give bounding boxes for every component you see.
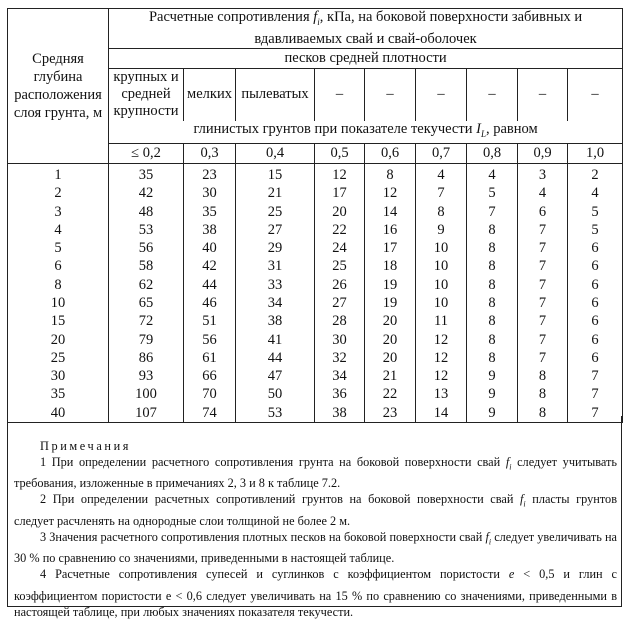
value-cell: 21 <box>236 184 315 202</box>
value-cell: 47 <box>236 367 315 385</box>
note-text: 4 Расчетные сопротивления супесей и суглинков с коэффициентом пористости <box>40 567 509 582</box>
value-cell: 7 <box>518 349 568 367</box>
value-cell: 42 <box>184 257 236 275</box>
value-cell: 6 <box>568 239 623 257</box>
value-cell: 19 <box>365 276 416 294</box>
note-subscript: i <box>509 462 512 472</box>
note-symbol: e <box>508 567 515 582</box>
value-cell: 19 <box>365 294 416 312</box>
title-text: Расчетные сопротивления <box>148 9 314 25</box>
liquidity-index-header: 0,3 <box>184 143 236 163</box>
value-cell: 14 <box>416 404 467 423</box>
value-cell: 27 <box>236 221 315 239</box>
note-item <box>14 491 617 528</box>
value-cell: 31 <box>236 257 315 275</box>
depth-cell: 25 <box>8 349 109 367</box>
value-cell: 29 <box>236 239 315 257</box>
value-cell: 53 <box>109 221 184 239</box>
value-cell: 7 <box>568 367 623 385</box>
table-row <box>8 312 623 330</box>
value-cell: 7 <box>518 312 568 330</box>
value-cell: 7 <box>568 385 623 403</box>
value-cell: 56 <box>184 330 236 348</box>
value-cell: 38 <box>184 221 236 239</box>
value-cell: 6 <box>568 312 623 330</box>
note-text: 3 Значения расчетного сопротивления плотных песков на боковой поверхности свай <box>40 529 486 544</box>
clay-symbol: I <box>476 120 481 137</box>
value-cell: 34 <box>315 367 365 385</box>
value-cell: 36 <box>315 385 365 403</box>
value-cell: 40 <box>184 239 236 257</box>
value-cell: 23 <box>365 404 416 423</box>
notes-section <box>7 416 622 619</box>
value-cell: 107 <box>109 404 184 423</box>
table-row <box>8 202 623 220</box>
value-cell: 7 <box>416 184 467 202</box>
value-cell: 38 <box>236 312 315 330</box>
depth-cell: 2 <box>8 184 109 202</box>
value-cell: 15 <box>236 163 315 184</box>
table-row <box>8 349 623 367</box>
depth-cell: 15 <box>8 312 109 330</box>
value-cell: 25 <box>236 202 315 220</box>
table-row <box>8 294 623 312</box>
sand-group-header: песков средней плотности <box>109 48 623 68</box>
value-cell: 6 <box>568 330 623 348</box>
value-cell: 8 <box>365 163 416 184</box>
depth-cell: 4 <box>8 221 109 239</box>
value-cell: 7 <box>518 294 568 312</box>
note-symbol: f <box>520 492 524 507</box>
value-cell: 20 <box>365 330 416 348</box>
value-cell: 13 <box>416 385 467 403</box>
value-cell: 21 <box>365 367 416 385</box>
value-cell: 7 <box>518 276 568 294</box>
table-row <box>8 257 623 275</box>
value-cell: 27 <box>315 294 365 312</box>
value-cell: 4 <box>467 163 518 184</box>
table-row <box>8 239 623 257</box>
depth-cell: 35 <box>8 385 109 403</box>
sand-type-header: – <box>467 68 518 121</box>
sand-type-header: – <box>416 68 467 121</box>
value-cell: 35 <box>109 163 184 184</box>
value-cell: 7 <box>518 330 568 348</box>
value-cell: 5 <box>568 202 623 220</box>
table-row <box>8 163 623 184</box>
value-cell: 44 <box>184 276 236 294</box>
value-cell: 50 <box>236 385 315 403</box>
notes-title: Примечания <box>40 439 132 453</box>
clay-group-header <box>109 121 623 143</box>
value-cell: 17 <box>315 184 365 202</box>
table-row <box>8 385 623 403</box>
value-cell: 32 <box>315 349 365 367</box>
sand-type-header: – <box>518 68 568 121</box>
depth-cell: 20 <box>8 330 109 348</box>
table-row <box>8 221 623 239</box>
value-cell: 14 <box>365 202 416 220</box>
value-cell: 62 <box>109 276 184 294</box>
value-cell: 74 <box>184 404 236 423</box>
value-cell: 4 <box>518 184 568 202</box>
value-cell: 9 <box>467 385 518 403</box>
value-cell: 12 <box>315 163 365 184</box>
value-cell: 20 <box>365 312 416 330</box>
value-cell: 6 <box>568 257 623 275</box>
value-cell: 70 <box>184 385 236 403</box>
value-cell: 10 <box>416 294 467 312</box>
note-item <box>14 566 617 619</box>
value-cell: 2 <box>568 163 623 184</box>
value-cell: 8 <box>467 330 518 348</box>
value-cell: 8 <box>467 239 518 257</box>
value-cell: 11 <box>416 312 467 330</box>
title-subscript: i <box>317 16 320 27</box>
depth-cell: 8 <box>8 276 109 294</box>
value-cell: 8 <box>518 404 568 423</box>
depth-cell: 30 <box>8 367 109 385</box>
value-cell: 5 <box>467 184 518 202</box>
depth-cell: 6 <box>8 257 109 275</box>
table-row <box>8 184 623 202</box>
value-cell: 65 <box>109 294 184 312</box>
value-cell: 6 <box>568 294 623 312</box>
value-cell: 24 <box>315 239 365 257</box>
value-cell: 3 <box>518 163 568 184</box>
value-cell: 7 <box>518 257 568 275</box>
sand-type-header: мелких <box>184 68 236 121</box>
value-cell: 8 <box>467 221 518 239</box>
value-cell: 7 <box>518 221 568 239</box>
clay-subscript: L <box>480 128 486 139</box>
value-cell: 26 <box>315 276 365 294</box>
value-cell: 61 <box>184 349 236 367</box>
title-symbol: f <box>313 9 318 25</box>
value-cell: 22 <box>315 221 365 239</box>
table-row <box>8 367 623 385</box>
note-text-end: следует учитывать требования, изложенные в примечаниях 2, 3 и 8 к таблице 7.2. <box>14 455 617 491</box>
value-cell: 20 <box>365 349 416 367</box>
note-subscript: i <box>523 499 526 509</box>
liquidity-index-header: 0,9 <box>518 143 568 163</box>
value-cell: 86 <box>109 349 184 367</box>
value-cell: 42 <box>109 184 184 202</box>
value-cell: 8 <box>467 257 518 275</box>
value-cell: 6 <box>568 276 623 294</box>
value-cell: 6 <box>568 349 623 367</box>
value-cell: 22 <box>365 385 416 403</box>
depth-cell: 3 <box>8 202 109 220</box>
value-cell: 41 <box>236 330 315 348</box>
note-text-end: пласты грунтов следует расчленять на однородные слои толщиной не более 2 м. <box>14 492 618 528</box>
note-subscript: i <box>488 537 492 547</box>
value-cell: 35 <box>184 202 236 220</box>
value-cell: 56 <box>109 239 184 257</box>
table-row <box>8 276 623 294</box>
value-cell: 17 <box>365 239 416 257</box>
sand-type-header: – <box>568 68 623 121</box>
clay-text-end: , равном <box>485 120 538 137</box>
value-cell: 6 <box>518 202 568 220</box>
value-cell: 16 <box>365 221 416 239</box>
note-item <box>14 454 617 491</box>
value-cell: 8 <box>518 385 568 403</box>
value-cell: 34 <box>236 294 315 312</box>
value-cell: 7 <box>568 404 623 423</box>
liquidity-index-header: 0,6 <box>365 143 416 163</box>
clay-text: глинистых грунтов при показателе текучести <box>193 120 477 137</box>
title-text-end: , кПа, на боковой поверхности забивных и вдавливаемых свай и свай-оболочек <box>254 9 583 47</box>
note-text: 1 При определении расчетного сопротивления грунта на боковой поверхности свай <box>40 455 506 469</box>
value-cell: 8 <box>467 349 518 367</box>
sand-type-header: крупных и средней крупности <box>109 68 184 121</box>
value-cell: 12 <box>365 184 416 202</box>
table-row <box>8 330 623 348</box>
value-cell: 38 <box>315 404 365 423</box>
value-cell: 12 <box>416 349 467 367</box>
value-cell: 20 <box>315 202 365 220</box>
value-cell: 66 <box>184 367 236 385</box>
value-cell: 25 <box>315 257 365 275</box>
value-cell: 48 <box>109 202 184 220</box>
value-cell: 58 <box>109 257 184 275</box>
value-cell: 10 <box>416 239 467 257</box>
value-cell: 44 <box>236 349 315 367</box>
value-cell: 7 <box>467 202 518 220</box>
value-cell: 72 <box>109 312 184 330</box>
value-cell: 4 <box>568 184 623 202</box>
liquidity-index-header: 0,7 <box>416 143 467 163</box>
note-symbol: f <box>485 529 489 544</box>
value-cell: 9 <box>467 367 518 385</box>
liquidity-index-header: 1,0 <box>568 143 623 163</box>
value-cell: 28 <box>315 312 365 330</box>
liquidity-index-header: ≤ 0,2 <box>109 143 184 163</box>
value-cell: 30 <box>315 330 365 348</box>
value-cell: 12 <box>416 330 467 348</box>
sand-type-header: – <box>365 68 416 121</box>
value-cell: 10 <box>416 276 467 294</box>
depth-column-header: Средняя глубина расположения слоя грунта, м <box>8 9 109 164</box>
value-cell: 9 <box>467 404 518 423</box>
value-cell: 12 <box>416 367 467 385</box>
depth-cell: 1 <box>8 163 109 184</box>
value-cell: 18 <box>365 257 416 275</box>
value-cell: 79 <box>109 330 184 348</box>
value-cell: 8 <box>467 312 518 330</box>
value-cell: 8 <box>467 294 518 312</box>
note-symbol: f <box>505 455 510 469</box>
value-cell: 5 <box>568 221 623 239</box>
value-cell: 53 <box>236 404 315 423</box>
liquidity-index-header: 0,8 <box>467 143 518 163</box>
note-item <box>14 529 617 566</box>
value-cell: 9 <box>416 221 467 239</box>
value-cell: 7 <box>518 239 568 257</box>
value-cell: 8 <box>467 276 518 294</box>
note-text: 2 При определении расчетных сопротивлений грунтов на боковой поверхности свай <box>40 492 520 507</box>
value-cell: 51 <box>184 312 236 330</box>
value-cell: 23 <box>184 163 236 184</box>
value-cell: 10 <box>416 257 467 275</box>
depth-cell: 10 <box>8 294 109 312</box>
value-cell: 4 <box>416 163 467 184</box>
liquidity-index-header: 0,4 <box>236 143 315 163</box>
sand-type-header: пылеватых <box>236 68 315 121</box>
value-cell: 93 <box>109 367 184 385</box>
value-cell: 33 <box>236 276 315 294</box>
soil-resistance-table <box>7 8 623 423</box>
note-text-end: следует увеличивать на 30 % по сравнению со значениями, приведенными в настоящей таблице. <box>14 529 617 566</box>
value-cell: 100 <box>109 385 184 403</box>
note-text-end: < 0,5 и глин с коэффициентом пористости e < 0,6 следует увеличивать на 15 % по сравнению со значениями, приведенными в настоящей таблице, при любых значениях показателя текучести. <box>14 567 617 619</box>
value-cell: 8 <box>416 202 467 220</box>
sand-type-header: – <box>315 68 365 121</box>
depth-cell: 40 <box>8 404 109 423</box>
value-cell: 8 <box>518 367 568 385</box>
value-cell: 46 <box>184 294 236 312</box>
main-title-header <box>109 9 623 49</box>
value-cell: 30 <box>184 184 236 202</box>
liquidity-index-header: 0,5 <box>315 143 365 163</box>
depth-cell: 5 <box>8 239 109 257</box>
